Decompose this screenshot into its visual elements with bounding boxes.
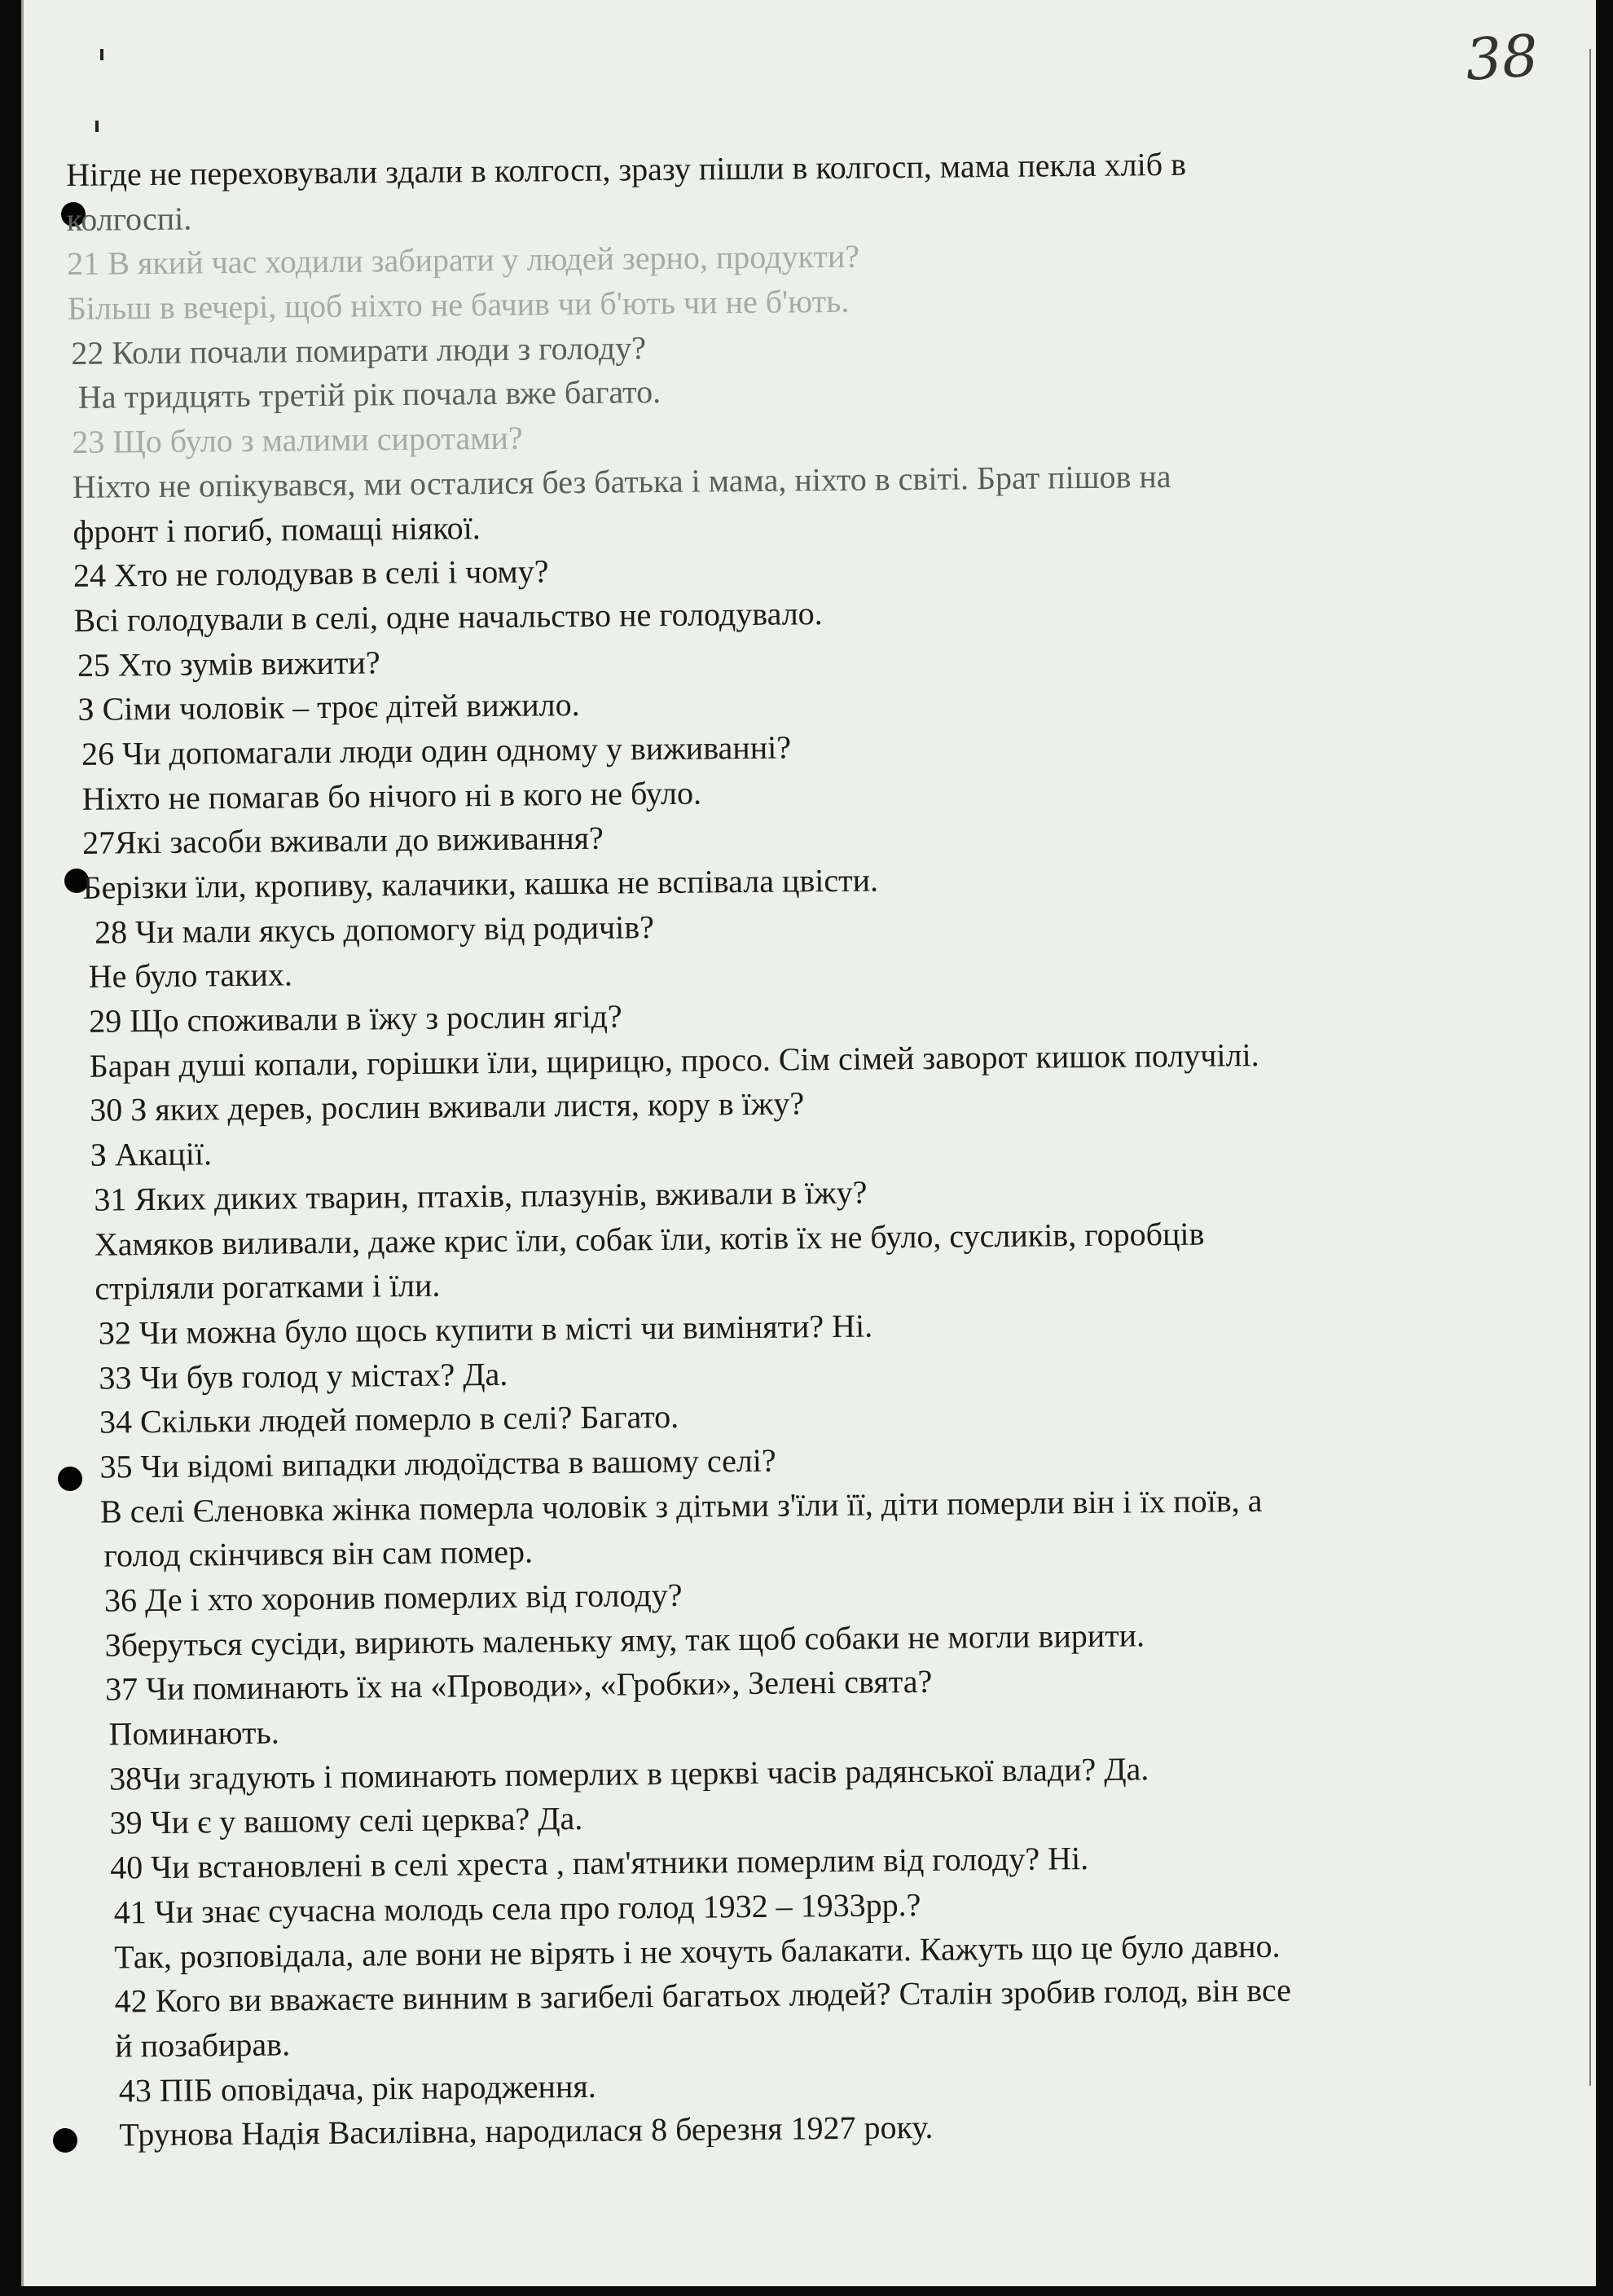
text-line: й позабирав. [115, 2025, 291, 2065]
text-line: стріляли рогатками і їли. [94, 1266, 441, 1307]
text-line: 25 Хто зумів вижити? [77, 643, 380, 684]
text-line: фронт і погиб, помащі ніякої. [73, 508, 481, 550]
text-line: Зберуться сусіди, вириють маленьку яму, так щоб собаки не могли вирити. [104, 1616, 1145, 1664]
text-line: 36 Де і хто хоронив померлих від голоду? [103, 1576, 683, 1619]
text-line: 31 Яких диких тварин, птахів, плазунів, вживали в їжу? [94, 1173, 868, 1218]
scan-mark [95, 121, 99, 132]
text-line: 35 Чи відомі випадки людоїдства в вашому селі? [99, 1441, 776, 1485]
text-line: колгоспі. [66, 200, 192, 238]
text-line: 24 Хто не голодував в селі і чому? [73, 552, 549, 595]
text-line: Берізки їли, кропиву, калачики, кашка не вспівала цвісти. [82, 861, 879, 906]
text-line: Хамяков виливали, даже крис їли, собак їли, котів їх не було, сусликів, горобців [94, 1215, 1205, 1263]
text-line: В селі Єленовка жінка померла чоловік з дітьми з'їли її, діти померли він і їх поїв, а [99, 1481, 1263, 1530]
punch-hole [53, 2128, 77, 2153]
document-page [21, 0, 1596, 2286]
text-line: 21 В який час ходили забирати у людей зерно, продукти? [67, 238, 860, 283]
text-line: 23 Що було з малими сиротами? [72, 419, 523, 461]
text-line: Всі голодували в селі, одне начальство не голодувало. [73, 594, 823, 639]
text-line: 32 Чи можна було щось купити в місті чи виміняти? Ні. [98, 1307, 873, 1352]
text-line: Не було таких. [88, 956, 293, 996]
text-line: Поминають. [108, 1713, 279, 1753]
text-line: 43 ПІБ оповідача, рік народження. [118, 2067, 596, 2109]
text-line: 22 Коли почали помирати люди з голоду? [71, 328, 647, 372]
text-line: На тридцять третій рік почала вже багато. [77, 373, 661, 416]
text-line: 38Чи згадують і поминають померлих в церкві часів радянської влади? Да. [108, 1750, 1149, 1797]
text-line: голод скінчився він сам помер. [103, 1533, 534, 1574]
text-line: 28 Чи мали якусь допомогу від родичів? [94, 908, 655, 951]
text-line: 39 Чи є у вашому селі церква? Да. [109, 1800, 583, 1842]
text-line: 26 Чи допомагали люди один одному у виживанні? [81, 728, 792, 772]
interview-text [66, 139, 1536, 2158]
page-edge-line [1589, 49, 1591, 2086]
text-line: Ніхто не опікувався, ми осталися без батька і мама, ніхто в світі. Брат пішов на [72, 457, 1171, 505]
text-line: Трунова Надія Василівна, народилася 8 березня 1927 року. [119, 2109, 934, 2153]
text-line: 42 Кого ви вважаєте винним в загибелі багатьох людей? Сталін зробив голод, він все [114, 1971, 1292, 2020]
text-line: 33 Чи був голод у містах? Да. [99, 1355, 508, 1397]
text-line: 41 Чи знає сучасна молодь села про голод 1932 – 1933рр.? [113, 1885, 921, 1931]
text-line: 40 Чи встановлені в селі хреста , пам'ятники померлим від голоду? Ні. [109, 1840, 1089, 1886]
text-line: 34 Скільки людей померло в селі? Багато. [99, 1398, 679, 1440]
text-line: Ніхто не помагав бо нічого ні в кого не було. [81, 774, 702, 817]
text-line: 30 З яких дерев, рослин вживали листя, кору в їжу? [90, 1084, 805, 1129]
text-line: Баран душі копали, горішки їли, щирицю, просо. Сім сімей заворот кишок получілі. [89, 1036, 1259, 1084]
text-line: З Сіми чоловік – троє дітей вижило. [77, 686, 580, 728]
text-line: 29 Що споживали в їжу з рослин ягід? [89, 997, 622, 1040]
text-line: Більш в вечері, щоб ніхто не бачив чи б'ють чи не б'ють. [67, 282, 850, 328]
text-line: 27Які засоби вживали до виживання? [81, 820, 604, 862]
text-line: Нігде не переховували здали в колгосп, зразу пішли в колгосп, мама пекла хліб в [66, 145, 1187, 193]
text-line: 37 Чи поминають їх на «Проводи», «Гробки», Зелені свята? [104, 1663, 933, 1708]
text-line: З Акації. [90, 1135, 213, 1173]
scan-mark [100, 49, 103, 60]
page-number: 38 [1463, 21, 1540, 95]
text-line: Так, розповідала, але вони не вірять і не хочуть балакати. Кажуть що це було давно. [114, 1927, 1281, 1976]
